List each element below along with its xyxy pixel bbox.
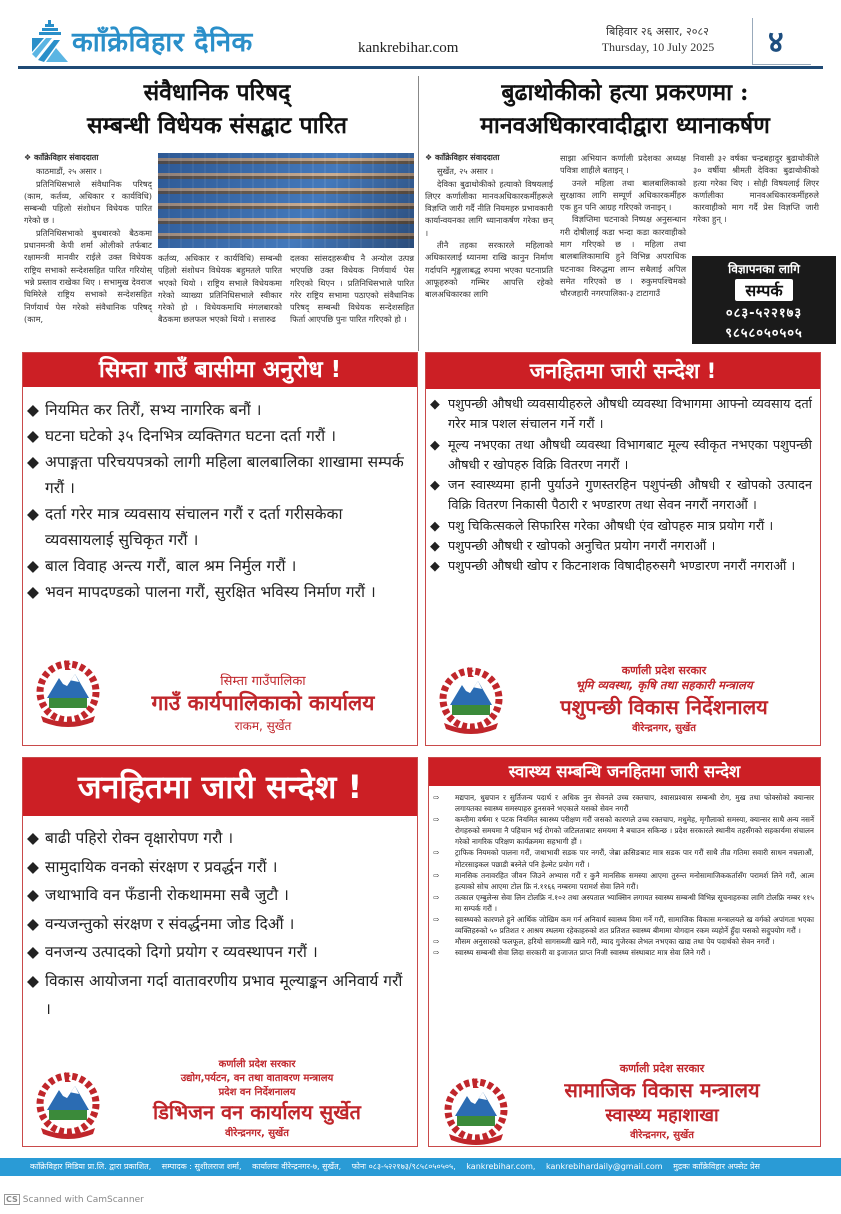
- scanner-text: Scanned with CamScanner: [22, 1195, 144, 1205]
- list-item: [23, 824, 409, 853]
- nepal-government-emblem-icon: [29, 1070, 107, 1142]
- list-item: [429, 847, 814, 869]
- arrow-right-icon: ⇨: [433, 937, 440, 947]
- arrow-right-icon: ⇨: [433, 848, 440, 858]
- notice-list: [23, 824, 417, 1024]
- issuing-office: [517, 1061, 807, 1141]
- list-item: [426, 476, 812, 517]
- article-left-col3: [290, 252, 414, 326]
- item-text: बाल विवाह अन्त्य गरौं, बाल श्रम निर्मुल गरौं ।: [45, 557, 297, 575]
- article-paragraph: प्रतिनिधिसभाको बुधबारको बैठकमा प्रधानमन्त्री केपी शर्मा ओलीको तर्फबाट रक्षामन्त्री मानवीर राईले उक्त विधेयक राष्ट्रिय सभाको सन्देशसहित पारित गरियोस् भन्ने प्रस्ताव राखेका थिए । सभामुख देवराज घिमिरेले राष्ट्रिय सभाको सन्देशसहित निर्णयार्थ पेस गरेको संवैधानिक परिषद् (काम,: [24, 227, 152, 324]
- page-number: ४: [768, 25, 784, 60]
- list-item: [23, 579, 411, 605]
- article-paragraph: प्रतिनिधिसभाले संवैधानिक परिषद् (काम, कर्तव्य, अधिकार र कार्यविधि) सम्बन्धी पहिलो संशोधन विधेयक पारित गरेको छ ।: [24, 178, 152, 226]
- notice-banner: सिम्ता गाउँ बासीमा अनुरोध !: [23, 353, 417, 387]
- org-line: कर्णाली प्रदेश सरकार: [218, 1059, 296, 1070]
- scanner-watermark: [4, 1194, 144, 1205]
- diamond-bullet-icon: ◆: [430, 559, 440, 575]
- item-text: मौसम अनुसारको फलफूल, हरियो सागसब्जी खाने गरौं, म्याद गुजेरका लेभल नभएका खाद्य तथा पेय पदार्थको सेवन नगरौं ।: [455, 937, 775, 947]
- item-text: पशुपन्छी औषधी व्यवसायीहरुले औषधी व्यवस्था विभागमा आफ्नो व्यवसाय दर्ता गरेर मात्र पशल संचालन गर्ने गरौं ।: [448, 397, 812, 433]
- org-line-main: डिभिजन वन कार्यालय सुर्खेत: [153, 1100, 361, 1124]
- org-address: वीरेन्द्रनगर, सुर्खेत: [632, 723, 696, 734]
- article-right-col3: [693, 152, 819, 226]
- diamond-bullet-icon: ◆: [430, 478, 440, 494]
- diamond-bullet-icon: ◆: [430, 539, 440, 555]
- list-item: [426, 436, 812, 477]
- list-item: [23, 423, 411, 449]
- article-right-col2: [560, 152, 686, 300]
- headline-right-line2: मानवअधिकारवादीद्वारा ध्यानाकर्षण: [480, 112, 770, 139]
- headline-left: [22, 76, 412, 142]
- diamond-bullet-icon: ◆: [27, 505, 39, 523]
- arrow-right-icon: ⇨: [433, 793, 440, 802]
- list-item: [429, 870, 814, 892]
- org-line-main: गाउँ कार्यपालिकाको कार्यालय: [151, 691, 375, 715]
- list-item: [23, 910, 409, 939]
- camscanner-icon: CS: [6, 1195, 18, 1204]
- printer: मुद्रकः कााँक्रेविहार अफ्सेट प्रेस: [673, 1162, 760, 1171]
- org-line: कर्णाली प्रदेश सरकार: [621, 664, 707, 677]
- diamond-bullet-icon: ◆: [27, 427, 39, 445]
- ad-phone-1: ०८३-५२२१७३: [725, 306, 803, 321]
- org-line: प्रदेश वन निर्देशनालय: [218, 1087, 296, 1098]
- article-right-col1: [425, 152, 553, 301]
- imprint-bar: [0, 1158, 841, 1176]
- notice-banner: जनहितमा जारी सन्देश !: [426, 353, 820, 389]
- list-item: [426, 537, 812, 557]
- ad-label: सम्पर्क: [735, 279, 792, 301]
- list-item: [429, 936, 814, 947]
- diamond-bullet-icon: ◆: [27, 886, 39, 904]
- site-url[interactable]: kankrebihar.com: [358, 40, 459, 56]
- item-text: मूल्य नभएका तथा औषधी व्यवस्था विभागबाट मूल्य स्वीकृत नभएका पशुपन्छी औषधी र खोपहरु विक्रि वितरण नगरौं ।: [448, 437, 812, 473]
- item-text: मद्यपान, धुम्रपान र सुर्तिजन्य पदार्थ र अधिक नुन सेवनले उच्च रक्तचाप, श्वासप्रश्वास सम्बन्धी रोग, मुख तथा फोक्सोको क्यान्सर लगायतका स्वास्थ्य समस्याहरु हुनसक्ने भएकाले यसको सेवन नगरौं: [455, 793, 814, 814]
- date-english: Thursday, 10 July 2025: [601, 40, 715, 54]
- item-text: तत्काल एम्बुलेन्स सेवा लिन टोलफ्रि नं.१०२ तथा अस्पताल भ्याक्सिन लगायत स्वास्थ्य सम्बन्धी विभिन्न सूचनाहरुका लागि टोलफ्रि नम्बर ११५ मा सम्पर्क गरौं ।: [455, 892, 814, 913]
- notice-list: [23, 397, 417, 605]
- item-text: सामुदायिक वनको संरक्षण र प्रवर्द्धन गरौं ।: [45, 857, 278, 876]
- notice-forest-public-interest: [22, 757, 418, 1147]
- diamond-bullet-icon: ◆: [27, 943, 39, 961]
- diamond-bullet-icon: ◆: [27, 829, 39, 847]
- kankrebihar-logo-icon: [28, 18, 72, 64]
- item-text: ट्राफिक नियमको पालना गरौं, जथाभावी सडक पार नगरौं, जेब्रा क्रसिङबाट मात्र सडक पार गरौं साथै तीव्र गतिमा सवारी साधन नचलाऔं, मोटरसाइकल पछाडी बस्नेले पनि हेल्मेट प्रयोग गरौं ।: [455, 848, 814, 869]
- dateline: सुर्खेत, २५ असार ।: [437, 166, 494, 177]
- masthead: [0, 0, 841, 70]
- column-divider: [418, 76, 419, 351]
- item-text: जन स्वास्थ्यमा हानी पुर्याउने गुणस्तरहिन पशुपंन्छी औषधी र खोपको उत्पादन विक्रि वितरण निकासी पैठारी र भण्डारण तथा सेवन नगरौं नगराऔं ।: [448, 478, 812, 514]
- article-paragraph: दलका सांसदहरूबीच नै अन्योल उत्पन्न भएपछि उक्त विधेयक निर्णयार्थ पेस गरिएको थिएन । प्रतिनिधिसभाले पारित गरेर राष्ट्रिय सभामा पठाएको संवैधानिक परिषद् सम्बन्धी विधेयक सन्देशसहित फिर्ता आएपछि पुनः पारित गरिएको हो ।: [290, 253, 414, 325]
- list-item: [429, 947, 814, 958]
- diamond-bullet-icon: ◆: [27, 453, 39, 471]
- item-text: दर्ता गरेर मात्र व्यवसाय संचालन गरौं र दर्ता गरीसकेका व्यवसायलाई सुचिकृत गरौं ।: [45, 505, 343, 549]
- notice-list: [429, 792, 820, 958]
- item-text: वनजन्य उत्पादको दिगो प्रयोग र व्यवस्थापन गरौं ।: [45, 943, 318, 961]
- diamond-bullet-icon: ◆: [430, 518, 440, 534]
- nepal-government-emblem-icon: [437, 1076, 515, 1148]
- article-left-col2: [158, 252, 282, 326]
- article-paragraph: देविका बुढाथोकीको हत्याको विषयलाई लिएर कर्णालीका मानवअधिकारकर्मीहरूले विज्ञप्ति जारी गर्दै नीति नियमहरु प्रभावकारी कार्यान्वयनका लागि ध्यानाकर्षण गरेका छन् ।: [425, 178, 553, 238]
- article-paragraph: तीनै तहका सरकारले महिलाको अधिकारलाई ध्यानमा राखि कानुन निर्माण गर्दापनि शृङ्खलाबद्ध रुपमा भएका घटनाप्रति आफूहरुको गम्भिर आपत्ति रहेको बालअधिकारका लागि: [425, 240, 553, 300]
- list-item: [23, 397, 411, 423]
- diamond-bullet-icon: ◆: [430, 437, 440, 453]
- advertising-contact-box: [692, 256, 836, 344]
- item-text: बाढी पहिरो रोक्न वृक्षारोपण गरौ ।: [45, 829, 234, 847]
- diamond-bullet-icon: ◆: [27, 401, 39, 419]
- byline: ❖ कााँक्रेविहार संवाददाता: [24, 152, 152, 164]
- org-line-main: सामाजिक विकास मन्त्रालय: [564, 1078, 760, 1102]
- diamond-bullet-icon: ◆: [27, 914, 39, 933]
- diamond-bullet-icon: ◆: [27, 557, 39, 575]
- item-text: पशुपन्छी औषधी खोप र किटनाशक विषादीहरुसगै भण्डारण नगरौं नगराऔं ।: [448, 559, 796, 575]
- arrow-right-icon: ⇨: [433, 870, 440, 880]
- headline-right-line1: बुढाथोकीको हत्या प्रकरणमा :: [501, 79, 749, 106]
- ad-phone-2: ९८५८०५०५०५: [725, 326, 803, 341]
- website-link[interactable]: kankrebihar.com,: [466, 1162, 536, 1171]
- article-paragraph: निवासी ३२ वर्षका चन्द्रबहादुर बुढाथोकीले ३० वर्षीया श्रीमती देविका बुढाथोकीको हत्या गरेका थिए । सोही विषयलाई लिएर कर्णालीका मानवअधिकारकर्मीहरुले कारवाहीको माग गर्दै प्रेस विज्ञप्ति जारी गरेका हुन् ।: [693, 153, 819, 225]
- masthead-rule: [18, 66, 823, 69]
- notice-banner: जनहितमा जारी सन्देश !: [23, 758, 417, 816]
- office-address: कार्यालयः वीरेन्द्रनगर-७, सुर्खेत,: [252, 1162, 342, 1171]
- item-text: घटना घटेको ३५ दिनभित्र व्यक्तिगत घटना दर्ता गरौं ।: [45, 427, 336, 445]
- list-item: [429, 892, 814, 914]
- article-paragraph: साझा अभियान कर्णाली प्रदेशका अध्यक्ष पवित्रा शाहीले बताइन् ।: [560, 153, 686, 176]
- item-text: मानसिक तनावरहित जीवन जिउने अभ्यास गरौं र कुनै मानसिक समस्या आएमा तुरुन्त मनोसामाजिककर्तासँग परामर्श लिने गरौं, आत्म हत्याको सोच आएमा टोल फ्रि नं.११६६ नम्बरमा परामर्श सेवा लिने गरौं।: [455, 870, 814, 891]
- article-paragraph: उनले महिला तथा बालबालिकाको सुरक्षाका लागि सम्पूर्ण अधिकारकर्मीहरु एक हुन पनि आग्रह गरिएको जनाइन् ।: [560, 177, 686, 213]
- list-item: [429, 792, 814, 814]
- arrow-right-icon: ⇨: [433, 815, 440, 825]
- org-line-main: स्वास्थ्य महाशाखा: [605, 1105, 719, 1126]
- item-text: कम्तीमा वर्षमा १ पटक नियमित स्वास्थ्य परीक्षण गरौं जसको कारणले उच्च रक्तचाप, मधुमेह, मृगौलाको समस्या, क्यान्सर साथै अन्य नसर्ने रोगहरुको समयमा नै पहिचान भई रोगको जटिलताबाट समयमा नै बचाउन सकिन्छ । प्रदेश सरकारले स्थानीय तहसँगको सहकार्यमा संचालन गरेको नागरिक परिक्षण कार्यक्रममा सहभागी हौं ।: [455, 815, 814, 847]
- email-link[interactable]: kankrebihardaily@gmail.com: [545, 1162, 663, 1171]
- list-item: [23, 881, 409, 910]
- list-item: [429, 914, 814, 936]
- list-item: [426, 395, 812, 436]
- headline-right: [425, 76, 825, 142]
- list-item: [23, 553, 411, 579]
- diamond-bullet-icon: ◆: [27, 971, 39, 990]
- arrow-right-icon: ⇨: [433, 915, 440, 925]
- ad-title: विज्ञापनका लागि: [728, 262, 800, 276]
- byline: ❖ कााँक्रेविहार संवाददाता: [425, 152, 553, 164]
- item-text: स्वास्थ्य सम्बन्धी सेवा लिदा सरकारी वा इजाजत प्राप्त निजी स्वास्थ्य संस्थाबाट मात्र सेवा लिने गरौं ।: [455, 948, 711, 958]
- org-line: उद्योग,पर्यटन, वन तथा वातावरण मन्त्रालय: [180, 1073, 334, 1084]
- item-text: पशुपन्छी औषधी र खोपको अनुचित प्रयोग नगरौं नगराऔं ।: [448, 539, 716, 555]
- org-line-main: पशुपन्छी विकास निर्देशनालय: [560, 695, 768, 719]
- diamond-bullet-icon: ◆: [430, 397, 440, 412]
- article-paragraph: विज्ञप्तिमा घटनाको निष्पक्ष अनुसन्धान गरी दोषीलाई कडा भन्दा कडा कारवाहीको माग गरिएको छ । महिला तथा बालबालिकामाथि हुने विभिन्न अपराधिक घटनाका विरुद्धमा लाग्न सबैलाई अपिल समेत गरिएको छ । रुकुमपश्चिमको चौरजहारी नगरपालिका-३ टाटागाउँ: [560, 214, 686, 299]
- list-item: [23, 938, 409, 967]
- org-line: सिम्ता गाउँपालिका: [220, 674, 306, 689]
- org-line: भूमि व्यवस्था, कृषि तथा सहकारी मन्त्रालय: [575, 678, 753, 692]
- list-item: [426, 557, 812, 577]
- nepal-government-emblem-icon: [29, 658, 107, 730]
- diamond-bullet-icon: ◆: [27, 583, 39, 601]
- org-address: राकम, सुर्खेत: [234, 719, 292, 733]
- phone: फोनः ०८३-५२२१७३/९८५८०५०५०५,: [351, 1162, 456, 1171]
- notice-health-public-interest: [428, 757, 821, 1147]
- list-item: [23, 853, 409, 882]
- list-item: [429, 814, 814, 847]
- publisher: कााँक्रेविहार मिडिया प्रा.लि. द्वारा प्रकाशित,: [30, 1162, 152, 1171]
- notice-banner: स्वास्थ्य सम्बन्धि जनहितमा जारी सन्देश: [429, 758, 820, 786]
- item-text: भवन मापदण्डको पालना गरौं, सुरक्षित भविस्य निर्माण गरौं ।: [45, 583, 376, 601]
- issuing-office: [107, 1056, 407, 1139]
- notice-livestock-public-interest: [425, 352, 821, 746]
- editor: सम्पादक : सुशीलराज शर्मा,: [161, 1162, 242, 1171]
- list-item: [23, 967, 409, 1024]
- headline-left-line2: सम्बन्धी विधेयक संसद्बाट पारित: [86, 112, 348, 139]
- date-nepali: बिहिवार २६ असार, २०८२: [606, 25, 709, 38]
- list-item: [23, 449, 411, 501]
- notice-list: [426, 395, 820, 578]
- item-text: अपाङ्गता परिचयपत्रको लागी महिला बालबालिका शाखामा सम्पर्क गरौं ।: [45, 453, 404, 497]
- list-item: [23, 501, 411, 553]
- org-line: कर्णाली प्रदेश सरकार: [619, 1062, 705, 1075]
- org-address: वीरेन्द्रनगर, सुर्खेत: [225, 1128, 289, 1139]
- issuing-office: [113, 671, 413, 734]
- arrow-right-icon: ⇨: [433, 948, 440, 958]
- article-paragraph: कर्तव्य, अधिकार र कार्यविधि) सम्बन्धी पहिलो संशोधन विधेयक बहुमतले पारित भएको थियो । राष्ट्रिय सभाले विधेयकमा गरेको व्याख्या प्रतिनिधिसभाले स्वीकार गरेको हो । विधेयकमाथि मंगलबारको बैठकमा छलफल भएको थियो । सत्तारुढ: [158, 253, 282, 325]
- item-text: पशु चिकित्सकले सिफारिस गरेका औषधी एंव खोपहरु मात्र प्रयोग गरौं ।: [448, 518, 774, 534]
- issuing-office: [514, 663, 814, 734]
- newspaper-name: कााँक्रेविहार दैनिक: [72, 27, 253, 58]
- parliament-photo: [158, 153, 414, 248]
- dateline: काठमाडौं, २५ असार ।: [36, 166, 102, 177]
- item-text: जथाभावि वन फँडानी रोकथाममा सबै जुटौ ।: [45, 886, 289, 904]
- item-text: स्वास्थ्यको कारणले हुने आर्थिक जोखिम कम गर्न अनिवार्य स्वास्थ्य विमा गर्ने गरौं, सामाजिक विकास मन्त्रालयले ख वर्गको अपांगता भएका व्यक्तिहरुको ५० प्रतिशत र आश्रय स्थलमा रहेकाहरुको शत प्रतिशत स्वास्थ्य बीमामा योगदान रकम व्यहोर्ने हुँदा यसको सदुपयोग गरौं ।: [455, 915, 814, 936]
- item-text: विकास आयोजना गर्दा वातावरणीय प्रभाव मूल्याङ्कन अनिवार्य गरौं ।: [45, 971, 403, 1018]
- diamond-bullet-icon: ◆: [27, 857, 39, 876]
- list-item: [426, 517, 812, 537]
- item-text: नियमित कर तिरौं, सभ्य नागरिक बनौं ।: [45, 401, 262, 419]
- org-address: वीरेन्द्रनगर, सुर्खेत: [630, 1130, 694, 1141]
- article-left-col1: [24, 152, 152, 325]
- arrow-right-icon: ⇨: [433, 892, 440, 902]
- notice-simta-request: [22, 352, 418, 746]
- item-text: वन्यजन्तुको संरक्षण र संवर्द्धनमा जोड दिऔं ।: [45, 914, 295, 933]
- headline-left-line1: संवैधानिक परिषद्: [143, 79, 291, 106]
- nepal-government-emblem-icon: [432, 665, 510, 737]
